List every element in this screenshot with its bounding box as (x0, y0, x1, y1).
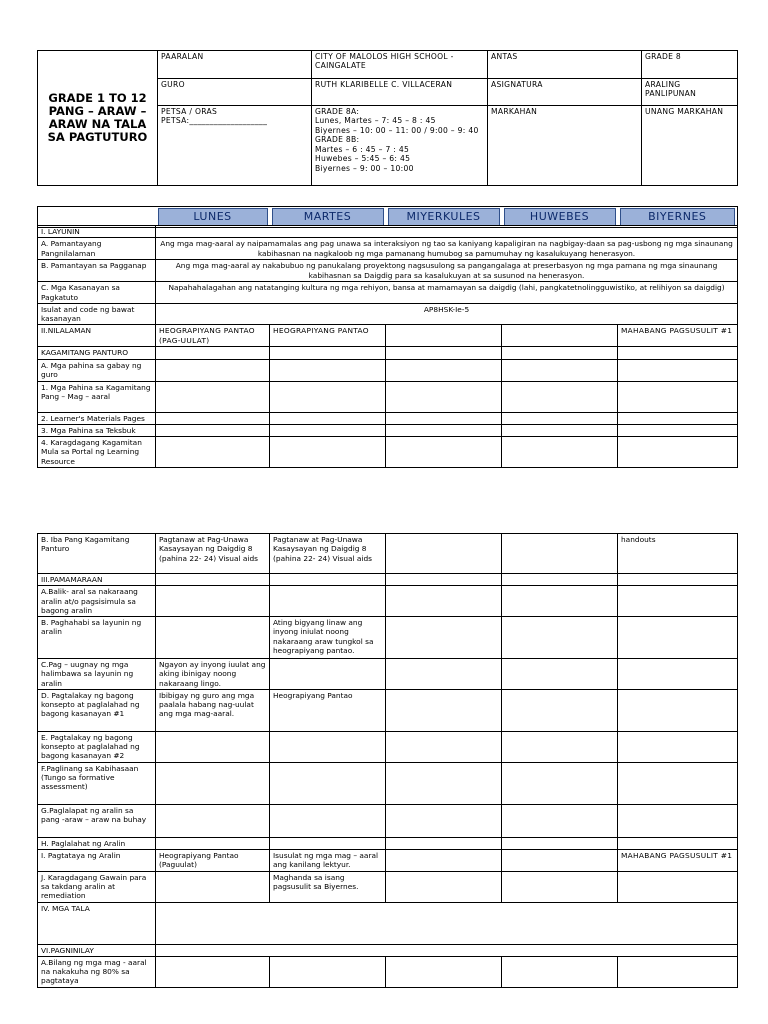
empty-cell (156, 347, 270, 359)
empty-cell (502, 659, 618, 690)
pamantayan-pagganap-text: Ang mga mag-aaral ay nakabubuo ng panukalang proyektong nagsusulong sa pangangalaga at preserbasyon ng mga pamana ng mga sinaunang kabihasnan sa Daigdig para sa kasalukuyan at sa susunod na henerasyon. (156, 260, 738, 282)
schedule-line: Lunes, Martes – 7: 45 – 8 : 45 (315, 116, 436, 126)
kagamitang-heading: KAGAMITANG PANTURO (38, 347, 156, 359)
empty-cell (386, 381, 502, 412)
empty-cell (502, 837, 618, 849)
iba-biyernes: handouts (618, 534, 738, 574)
empty-cell (156, 956, 270, 987)
empty-cell (502, 849, 618, 871)
empty-cell (386, 731, 502, 762)
empty-cell (502, 412, 618, 424)
pagtalakay2-label: E. Pagtalakay ng bagong konsepto at paglalahad ng bagong kasanayan #2 (38, 731, 156, 762)
empty-cell (156, 837, 270, 849)
empty-cell (386, 871, 502, 902)
empty-cell (618, 837, 738, 849)
day-label: LUNES (158, 208, 268, 226)
empty-cell (502, 586, 618, 617)
empty-cell (270, 359, 386, 381)
empty-cell (386, 574, 502, 586)
paaralan-value: CITY OF MALOLOS HIGH SCHOOL - CAINGALATE (312, 51, 488, 79)
iba-martes: Pagtanaw at Pag-Unawa Kasaysayan ng Daigdig 8 (pahina 22- 24) Visual aids (270, 534, 386, 574)
guro-value: RUTH KLARIBELLE C. VILLACERAN (312, 79, 488, 106)
paglinang-label: F.Paglinang sa Kabihasaan (Tungo sa formative assessment) (38, 762, 156, 804)
empty-cell (270, 424, 386, 436)
empty-cell (270, 437, 386, 468)
empty-cell (270, 347, 386, 359)
pamantayan-pagganap-label: B. Pamantayan sa Pagganap (38, 260, 156, 282)
empty-cell (156, 437, 270, 468)
pagtalakay1-martes: Heograpiyang Pantao (270, 689, 386, 731)
header-table (37, 50, 738, 186)
empty-cell (156, 586, 270, 617)
empty-cell (618, 659, 738, 690)
bilang-label: A.Bilang ng mga mag - aaral na nakakuha ng 80% sa pagtataya (38, 956, 156, 987)
empty-cell (386, 659, 502, 690)
empty-cell (618, 574, 738, 586)
pamantayang-text: Ang mga mag-aaral ay naipamamalas ang pag unawa sa interaksiyon ng tao sa kaniyang kapaligiran na nagbigay-daan sa pag-usbong ng mga sinaunang kabihasnan na nagkaloob ng mga pamanang humubog sa pamumuhay ng kasalukuyang henerasyon. (156, 238, 738, 260)
empty-cell (386, 412, 502, 424)
mga-tala-label: IV. MGA TALA (38, 902, 156, 944)
empty-cell (618, 762, 738, 804)
pagtataya-martes: Isusulat ng mga mag – aaral ang kanilang lektyur. (270, 849, 386, 871)
empty-cell (156, 359, 270, 381)
empty-cell (386, 424, 502, 436)
nilalaman-martes: HEOGRAPIYANG PANTAO (270, 325, 386, 347)
empty-cell (386, 586, 502, 617)
empty-cell (156, 944, 738, 956)
empty-cell (386, 617, 502, 659)
empty-cell (156, 574, 270, 586)
pagninilay-heading: VI.PAGNINILAY (38, 944, 156, 956)
iba-lunes: Pagtanaw at Pag-Unawa Kasaysayan ng Daigdig 8 (pahina 22- 24) Visual aids (156, 534, 270, 574)
empty-cell (502, 347, 618, 359)
empty-cell (502, 731, 618, 762)
schedule-line: GRADE 8B: (315, 135, 360, 145)
empty-cell (270, 659, 386, 690)
paaralan-label: PAARALAN (158, 51, 312, 79)
empty-cell (502, 956, 618, 987)
pamantayang-label: A. Pamantayang Pangnilalaman (38, 238, 156, 260)
paghahabi-label: B. Paghahabi sa layunin ng aralin (38, 617, 156, 659)
empty-cell (618, 617, 738, 659)
empty-cell (502, 574, 618, 586)
empty-cell (156, 381, 270, 412)
day-label: MIYERKULES (388, 208, 500, 226)
code-label: Isulat and code ng bawat kasanayan (38, 303, 156, 325)
paglalahat-label: H. Paglalahat ng Aralin (38, 837, 156, 849)
pagtataya-biyernes: MAHABANG PAGSUSULIT #1 (618, 849, 738, 871)
karagdagang-gawain-martes: Maghanda sa isang pagsusulit sa Biyernes. (270, 871, 386, 902)
karagdagang-label: 4. Karagdagang Kagamitan Mula sa Portal ng Learning Resource (38, 437, 156, 468)
markahan-value: UNANG MARKAHAN (642, 106, 738, 186)
empty-cell (618, 359, 738, 381)
empty-cell (386, 837, 502, 849)
schedule-line: Biyernes – 10: 00 – 11: 00 / 9:00 – 9: 40 (315, 125, 479, 135)
empty-cell (386, 804, 502, 837)
paguugnay-label: C.Pag – uugnay ng mga halimbawa sa layunin ng aralin (38, 659, 156, 690)
petsa-line: PETSA:___________________ (161, 116, 268, 126)
empty-cell (386, 437, 502, 468)
empty-cell (386, 849, 502, 871)
markahan-label: MARKAHAN (488, 106, 642, 186)
antas-label: ANTAS (488, 51, 642, 79)
lesson-table-part1 (37, 225, 738, 468)
empty-cell (502, 871, 618, 902)
empty-cell (502, 325, 618, 347)
empty-cell (270, 956, 386, 987)
teksbuk-label: 3. Mga Pahina sa Teksbuk (38, 424, 156, 436)
schedule-line: Huwebes – 5:45 – 6: 45 (315, 154, 411, 164)
petsa-label: PETSA / ORAS (161, 107, 218, 116)
empty-cell (618, 871, 738, 902)
empty-cell (502, 534, 618, 574)
empty-cell (270, 762, 386, 804)
layunin-heading: I. LAYUNIN (38, 226, 156, 238)
page-title: GRADE 1 TO 12 PANG – ARAW – ARAW NA TALA SA PAGTUTURO (38, 51, 158, 186)
pagtataya-lunes: Heograpiyang Pantao (Paguulat) (156, 849, 270, 871)
learners-label: 2. Learner's Materials Pages (38, 412, 156, 424)
empty-cell (618, 381, 738, 412)
empty-cell (618, 586, 738, 617)
balik-aral-label: A.Balik- aral sa nakaraang aralin at/o pagsisimula sa bagong aralin (38, 586, 156, 617)
nilalaman-lunes: HEOGRAPIYANG PANTAO (PAG-UULAT) (156, 325, 270, 347)
antas-value: GRADE 8 (642, 51, 738, 79)
schedule-cell (312, 106, 488, 186)
empty-cell (386, 689, 502, 731)
empty-cell (502, 381, 618, 412)
empty-cell (618, 956, 738, 987)
kagamitang-pang-label: 1. Mga Pahina sa Kagamitang Pang – Mag – aaral (38, 381, 156, 412)
empty-cell (270, 804, 386, 837)
mga-tala-cell (156, 902, 738, 944)
pagtalakay1-label: D. Pagtalakay ng bagong konsepto at paglalahad ng bagong kasanayan #1 (38, 689, 156, 731)
schedule-line: GRADE 8A: (315, 107, 360, 116)
guro-label: GURO (158, 79, 312, 106)
nilalaman-label: II.NILALAMAN (38, 325, 156, 347)
empty-cell (156, 871, 270, 902)
empty-cell (618, 412, 738, 424)
asignatura-label: ASIGNATURA (488, 79, 642, 106)
schedule-line: Biyernes – 9: 00 – 10:00 (315, 163, 414, 173)
pamamaraan-heading: III.PAMAMARAAN (38, 574, 156, 586)
empty-cell (386, 762, 502, 804)
empty-cell (270, 731, 386, 762)
empty-cell (386, 359, 502, 381)
lesson-table-part2 (37, 533, 738, 988)
gabay-label: A. Mga pahina sa gabay ng guro (38, 359, 156, 381)
empty-cell (270, 837, 386, 849)
empty-cell (502, 617, 618, 659)
day-label: HUWEBES (504, 208, 616, 226)
empty-cell (156, 731, 270, 762)
empty-cell (270, 586, 386, 617)
empty-cell (618, 689, 738, 731)
empty-cell (270, 381, 386, 412)
empty-cell (270, 574, 386, 586)
empty-cell (618, 347, 738, 359)
pagtataya-label: I. Pagtataya ng Aralin (38, 849, 156, 871)
kasanayan-text: Napahahalagahan ang natatanging kultura ng mga rehiyon, bansa at mamamayan sa daigdig (lahi, pangkatetnolingguwistiko, at relihiyon sa daigdig) (156, 282, 738, 304)
empty-cell (156, 762, 270, 804)
empty-cell (618, 424, 738, 436)
empty-cell (156, 617, 270, 659)
empty-cell (502, 437, 618, 468)
empty-cell (386, 347, 502, 359)
day-label: BIYERNES (620, 208, 736, 226)
empty-cell (502, 424, 618, 436)
empty-cell (618, 804, 738, 837)
empty-cell (156, 226, 738, 238)
kasanayan-label: C. Mga Kasanayan sa Pagkatuto (38, 282, 156, 304)
empty-cell (618, 731, 738, 762)
pagtalakay1-lunes: Ibibigay ng guro ang mga paalala habang nag-uulat ang mga mag-aaral. (156, 689, 270, 731)
empty-cell (386, 956, 502, 987)
karagdagang-gawain-label: J. Karagdagang Gawain para sa takdang aralin at remediation (38, 871, 156, 902)
empty-cell (386, 325, 502, 347)
empty-cell (386, 534, 502, 574)
empty-cell (156, 804, 270, 837)
empty-cell (156, 424, 270, 436)
empty-cell (502, 762, 618, 804)
empty-cell (502, 359, 618, 381)
empty-cell (270, 412, 386, 424)
paglalapat-label: G.Paglalapat ng aralin sa pang -araw – araw na buhay (38, 804, 156, 837)
empty-cell (502, 804, 618, 837)
empty-cell (502, 689, 618, 731)
iba-label: B. Iba Pang Kagamitang Panturo (38, 534, 156, 574)
empty-cell (618, 437, 738, 468)
nilalaman-biyernes: MAHABANG PAGSUSULIT #1 (618, 325, 738, 347)
day-label: MARTES (272, 208, 384, 226)
code-value: AP8HSK-Ie-5 (156, 303, 738, 325)
paguugnay-lunes: Ngayon ay inyong iuulat ang aking ibinigay noong nakaraang lingo. (156, 659, 270, 690)
schedule-line: Martes – 6 : 45 – 7 : 45 (315, 144, 410, 154)
asignatura-value: ARALING PANLIPUNAN (642, 79, 738, 106)
paghahabi-martes: Ating bigyang linaw ang inyong iniulat noong nakaraang araw tungkol sa heograpiyang pantao. (270, 617, 386, 659)
empty-cell (156, 412, 270, 424)
petsa-cell (158, 106, 312, 186)
